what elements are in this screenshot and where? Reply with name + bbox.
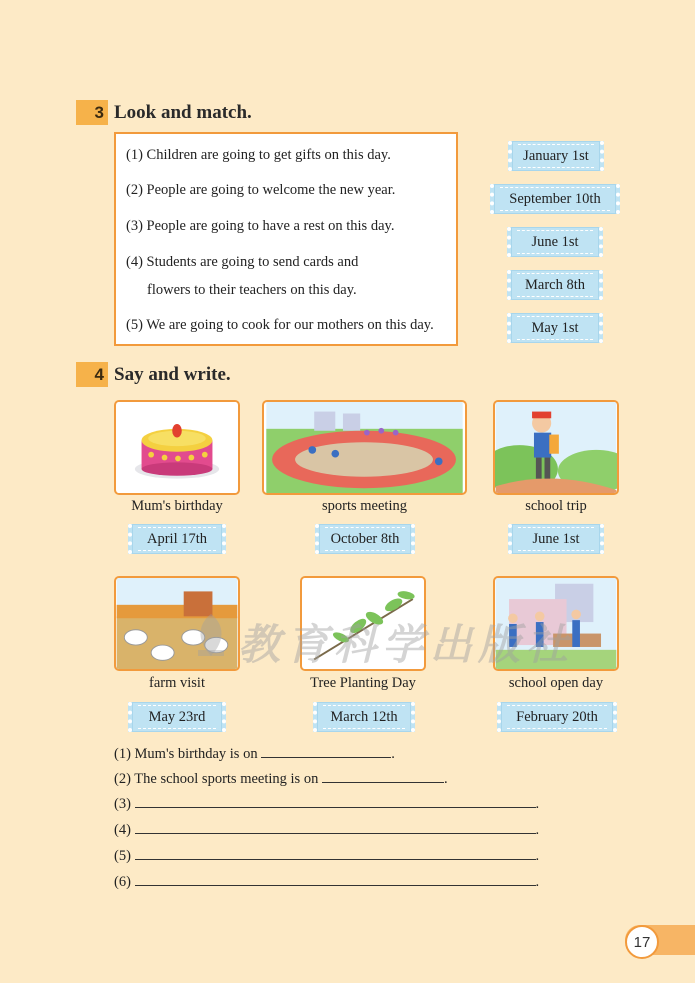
page-number: 17 — [625, 925, 659, 959]
question-2-text: (2) The school sports meeting is on — [114, 771, 319, 787]
date-ticket-june-1st[interactable]: June 1st — [507, 227, 603, 257]
date-ticket-january-1st[interactable]: January 1st — [508, 141, 604, 171]
event-date-october-8th[interactable]: October 8th — [315, 524, 415, 554]
event-date-may-23rd[interactable]: May 23rd — [128, 702, 226, 732]
match-sentences-box — [114, 132, 458, 346]
answer-blank-5[interactable] — [135, 846, 536, 860]
question-5-text: (5) — [114, 848, 131, 864]
event-date-february-20th[interactable]: February 20th — [497, 702, 617, 732]
event-caption-mums-birthday: Mum's birthday — [131, 498, 223, 514]
date-ticket-march-8th[interactable]: March 8th — [507, 270, 603, 300]
answer-blank-3[interactable] — [135, 794, 536, 808]
question-2-end: . — [443, 771, 448, 787]
answer-blank-2[interactable] — [322, 769, 444, 783]
question-4 — [114, 820, 539, 839]
match-sentence-1: (1) Children are going to get gifts on this day. — [126, 147, 391, 163]
question-6-end: . — [535, 874, 540, 890]
track-picture — [262, 400, 467, 495]
answer-blank-6[interactable] — [135, 872, 536, 886]
question-6 — [114, 872, 539, 891]
publisher-logo-icon — [190, 610, 232, 660]
question-4-text: (4) — [114, 822, 131, 838]
publisher-watermark: 教育科学出版社 — [238, 620, 575, 669]
answer-blank-1[interactable] — [261, 744, 391, 758]
question-4-end: . — [535, 822, 540, 838]
event-date-april-17th[interactable]: April 17th — [128, 524, 226, 554]
match-sentence-3: (3) People are going to have a rest on this day. — [126, 218, 395, 234]
question-2 — [114, 769, 448, 788]
event-date-june-1st[interactable]: June 1st — [508, 524, 604, 554]
cake-picture — [114, 400, 240, 495]
section-3-title: Look and match. — [114, 101, 252, 123]
question-3 — [114, 794, 539, 813]
section-4-title: Say and write. — [114, 363, 231, 385]
event-caption-tree-planting-day: Tree Planting Day — [310, 675, 416, 691]
event-caption-sports-meeting: sports meeting — [322, 498, 407, 514]
question-6-text: (6) — [114, 874, 131, 890]
event-caption-school-open-day: school open day — [508, 675, 604, 691]
event-date-march-12th[interactable]: March 12th — [313, 702, 415, 732]
question-5-end: . — [535, 848, 540, 864]
date-ticket-september-10th[interactable]: September 10th — [490, 184, 620, 214]
section-3-number: 3 — [76, 100, 108, 125]
match-sentence-5: (5) We are going to cook for our mothers on this day. — [126, 317, 434, 333]
event-caption-school-trip: school trip — [525, 498, 587, 514]
question-5 — [114, 846, 539, 865]
match-sentence-2: (2) People are going to welcome the new year. — [126, 182, 396, 198]
match-sentence-4b: flowers to their teachers on this day. — [147, 282, 357, 298]
question-1-text: (1) Mum's birthday is on — [114, 746, 258, 762]
question-3-text: (3) — [114, 796, 131, 812]
question-1 — [114, 744, 395, 763]
section-4-header — [76, 362, 231, 387]
event-caption-farm-visit: farm visit — [149, 675, 205, 691]
question-1-end: . — [391, 746, 395, 762]
match-sentence-4a: (4) Students are going to send cards and — [126, 254, 359, 270]
date-ticket-may-1st[interactable]: May 1st — [507, 313, 603, 343]
answer-blank-4[interactable] — [135, 820, 536, 834]
question-3-end: . — [535, 796, 540, 812]
section-4-number: 4 — [76, 362, 108, 387]
hiker-picture — [493, 400, 619, 495]
section-3-header — [76, 100, 252, 125]
